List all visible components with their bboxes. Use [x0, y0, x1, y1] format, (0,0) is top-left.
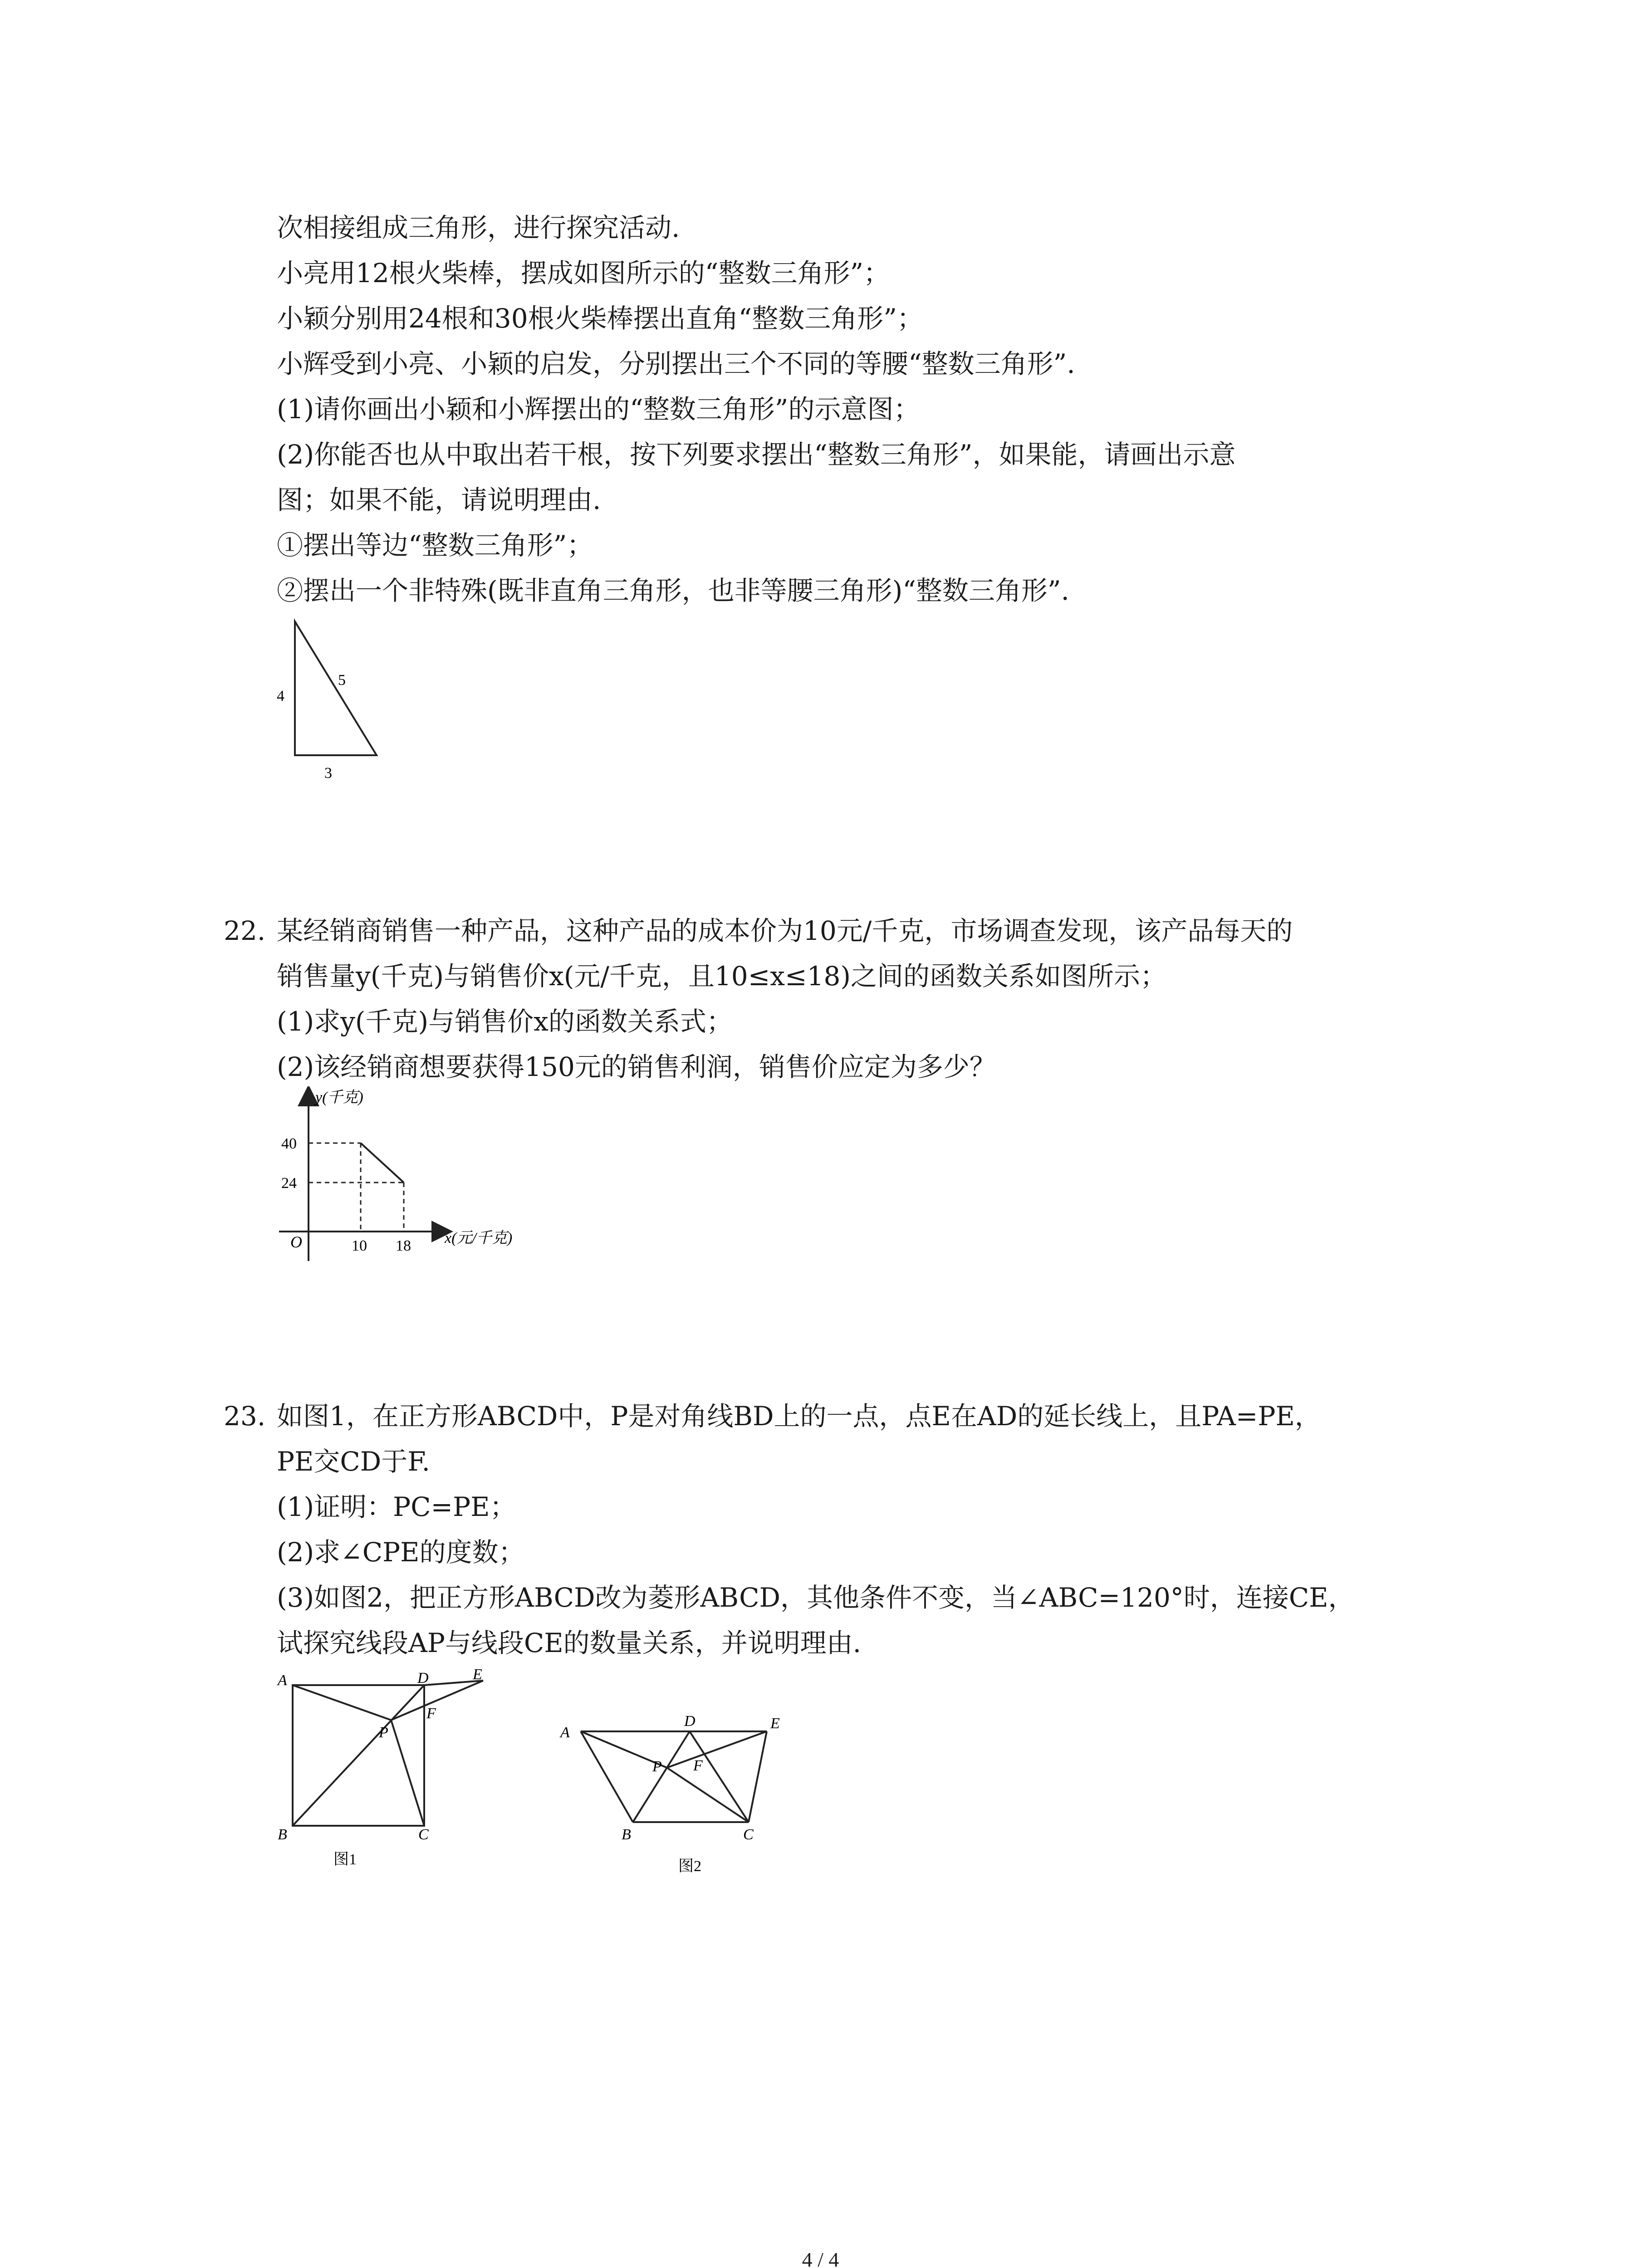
side-dc: [690, 1731, 749, 1822]
q21-line-2: 小亮用12根火柴棒，摆成如图所示的“整数三角形”；: [277, 258, 890, 288]
segment-ce: [749, 1731, 767, 1822]
page-number: 4 / 4: [802, 2248, 839, 2268]
side-label-bottom: 3: [324, 765, 332, 782]
function-segment: [361, 1143, 404, 1183]
x-tick-10: 10: [352, 1237, 367, 1254]
q21-line-3: 小颖分别用24根和30根火柴棒摆出直角“整数三角形”；: [277, 303, 923, 334]
q22-line-3: (1)求y(千克)与销售价x的函数关系式；: [277, 1006, 733, 1037]
q23-line-1: 如图1，在正方形ABCD中，P是对角线BD上的一点，点E在AD的延长线上，且PA=PE，: [277, 1401, 1321, 1432]
y-tick-40: 40: [281, 1135, 297, 1152]
fig2-label-c: C: [743, 1826, 754, 1843]
segment-pe: [667, 1731, 767, 1768]
side-label-hypotenuse: 5: [338, 672, 346, 689]
fig1-label-a: A: [278, 1672, 287, 1689]
segment-pc: [667, 1768, 749, 1822]
fig2-label-f: F: [693, 1757, 703, 1774]
fig1-label-p: P: [379, 1724, 388, 1741]
side-label-left: 4: [277, 688, 284, 704]
diagonal-bd: [293, 1685, 424, 1826]
fig1-label-f: F: [426, 1705, 436, 1722]
q23-line-3: (1)证明：PC=PE；: [277, 1491, 516, 1522]
q22-line-2: 销售量y(千克)与销售价x(元/千克，且10≤x≤18)之间的函数关系如图所示；: [277, 961, 1167, 992]
q23-line-4: (2)求∠CPE的度数；: [277, 1537, 525, 1568]
q23-figure-2: [554, 1703, 808, 1889]
x-axis-label: x(元/千克): [445, 1230, 513, 1246]
fig1-label-b: B: [278, 1826, 287, 1843]
q23-number: 23.: [224, 1401, 266, 1432]
q21-line-1: 次相接组成三角形，进行探究活动.: [277, 212, 680, 243]
fig1-label-d: D: [417, 1670, 429, 1686]
x-tick-18: 18: [396, 1237, 411, 1254]
q23-figure-1: [268, 1665, 504, 1878]
y-axis-label: y(千克): [315, 1089, 363, 1106]
y-tick-24: 24: [281, 1175, 297, 1192]
fig1-label-c: C: [418, 1826, 429, 1843]
segment-pa: [293, 1685, 391, 1720]
q21-line-7: 图；如果不能，请说明理由.: [277, 484, 601, 515]
q22-number: 22.: [224, 915, 266, 946]
fig2-label-b: B: [622, 1826, 631, 1843]
q21-line-4: 小辉受到小亮、小颖的启发，分别摆出三个不同的等腰“整数三角形”.: [277, 348, 1075, 379]
q23-line-6: 试探究线段AP与线段CE的数量关系，并说明理由.: [277, 1628, 862, 1658]
q23-line-5: (3)如图2，把正方形ABCD改为菱形ABCD，其他条件不变，当∠ABC=120°时，连接CE，: [277, 1582, 1355, 1613]
q21-line-5: (1)请你画出小颖和小辉摆出的“整数三角形”的示意图；: [277, 394, 920, 425]
fig2-caption: 图2: [678, 1858, 701, 1875]
q22-line-1: 某经销商销售一种产品，这种产品的成本价为10元/千克，市场调查发现，该产品每天的: [277, 915, 1293, 946]
fig2-label-d: D: [684, 1713, 696, 1730]
right-triangle: [295, 621, 377, 755]
q21-triangle-figure: [268, 617, 386, 785]
q21-line-9: ②摆出一个非特殊(既非直角三角形，也非等腰三角形)“整数三角形”.: [277, 575, 1069, 606]
fig2-label-e: E: [770, 1715, 780, 1732]
q21-line-8: ①摆出等边“整数三角形”；: [277, 530, 593, 561]
fig1-caption: 图1: [333, 1851, 357, 1868]
fig2-label-p: P: [652, 1758, 662, 1775]
q22-line-4: (2)该经销商想要获得150元的销售利润，销售价应定为多少？: [277, 1051, 996, 1082]
segment-pe: [391, 1681, 483, 1720]
q22-graph: [272, 1086, 563, 1268]
side-ab: [581, 1731, 633, 1822]
fig1-label-e: E: [473, 1666, 482, 1683]
segment-pc: [391, 1720, 424, 1826]
q23-line-2: PE交CD于F.: [277, 1446, 430, 1477]
fig2-label-a: A: [560, 1724, 570, 1741]
q21-line-6: (2)你能否也从中取出若干根，按下列要求摆出“整数三角形”，如果能，请画出示意: [277, 439, 1236, 470]
origin-label: O: [290, 1233, 302, 1251]
